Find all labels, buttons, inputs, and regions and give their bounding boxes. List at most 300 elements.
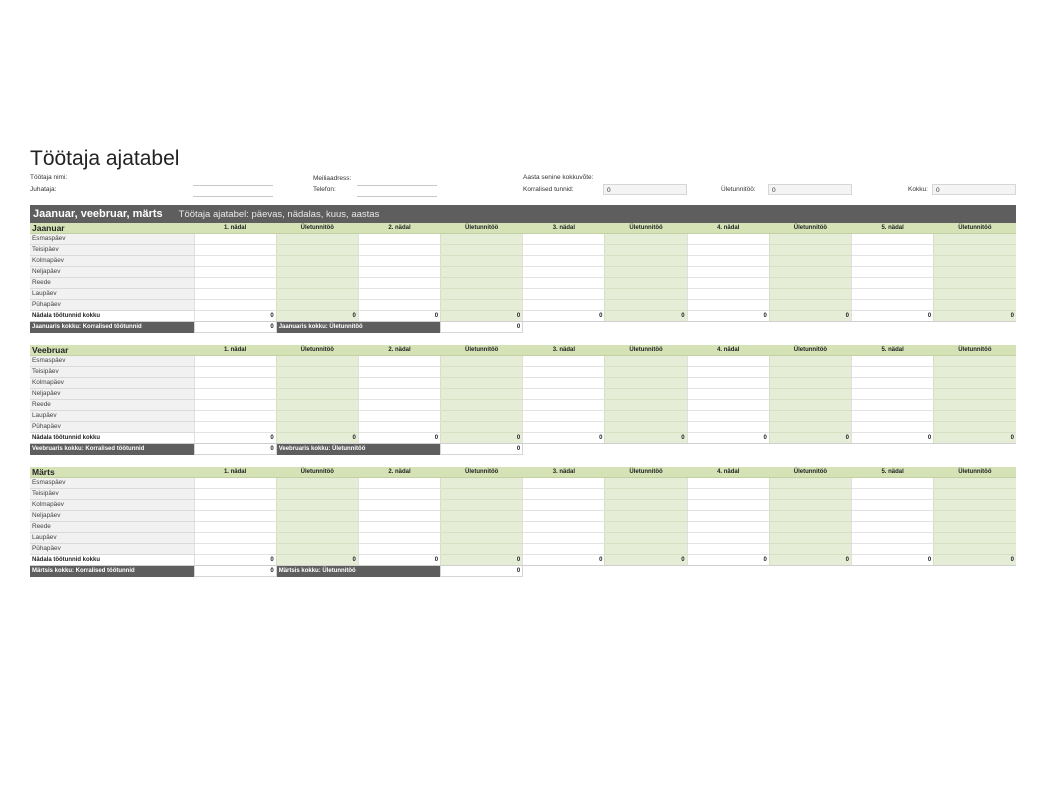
hours-cell[interactable] (194, 511, 276, 522)
overtime-hours-cell[interactable] (605, 478, 687, 489)
hours-cell[interactable] (358, 422, 440, 433)
weekly-total-row (30, 311, 1016, 322)
day-row (30, 267, 1016, 278)
hours-cell[interactable] (358, 278, 440, 289)
hours-cell[interactable] (687, 278, 769, 289)
hours-cell[interactable] (358, 500, 440, 511)
overtime-hours-cell[interactable] (276, 356, 358, 367)
overtime-hours-cell[interactable] (769, 267, 851, 278)
overtime-hours-cell[interactable] (276, 367, 358, 378)
hours-cell[interactable] (194, 478, 276, 489)
overtime-hours-cell[interactable] (276, 411, 358, 422)
overtime-column-header: Ületunnitöö (441, 467, 523, 478)
weekly-total-value: 0 (934, 311, 1016, 322)
overtime-hours-cell[interactable] (605, 245, 687, 256)
weekly-total-value: 0 (523, 433, 605, 444)
hours-cell[interactable] (194, 245, 276, 256)
hours-cell[interactable] (358, 533, 440, 544)
overtime-hours-cell[interactable] (934, 422, 1016, 433)
overtime-hours-cell[interactable] (934, 289, 1016, 300)
phone-label: Telefon: (313, 186, 336, 193)
hours-cell[interactable] (687, 389, 769, 400)
overtime-hours-cell[interactable] (605, 533, 687, 544)
week-column-header: 1. nädal (194, 467, 276, 478)
empty-cell (852, 566, 934, 577)
hours-cell[interactable] (687, 500, 769, 511)
hours-cell[interactable] (358, 245, 440, 256)
overtime-hours-cell[interactable] (934, 544, 1016, 555)
empty-cell (605, 444, 687, 455)
hours-cell[interactable] (358, 511, 440, 522)
overtime-hours-cell[interactable] (441, 544, 523, 555)
hours-cell[interactable] (194, 533, 276, 544)
overtime-hours-cell[interactable] (605, 356, 687, 367)
overtime-hours-cell[interactable] (441, 522, 523, 533)
empty-cell (934, 444, 1016, 455)
hours-cell[interactable] (523, 533, 605, 544)
hours-cell[interactable] (194, 267, 276, 278)
hours-cell[interactable] (358, 544, 440, 555)
hours-cell[interactable] (358, 378, 440, 389)
hours-cell[interactable] (194, 378, 276, 389)
month-header-row (30, 223, 1016, 234)
hours-cell[interactable] (358, 267, 440, 278)
overtime-hours-cell[interactable] (441, 378, 523, 389)
hours-cell[interactable] (852, 500, 934, 511)
overtime-hours-cell[interactable] (441, 478, 523, 489)
hours-cell[interactable] (523, 411, 605, 422)
overtime-hours-cell[interactable] (769, 278, 851, 289)
overtime-hours-cell[interactable] (605, 422, 687, 433)
overtime-hours-cell[interactable] (276, 522, 358, 533)
overtime-hours-cell[interactable] (605, 267, 687, 278)
overtime-hours-cell[interactable] (441, 489, 523, 500)
hours-cell[interactable] (194, 300, 276, 311)
overtime-hours-cell[interactable] (934, 267, 1016, 278)
hours-cell[interactable] (852, 411, 934, 422)
day-row (30, 378, 1016, 389)
overtime-hours-cell[interactable] (934, 256, 1016, 267)
hours-cell[interactable] (687, 400, 769, 411)
overtime-hours-cell[interactable] (276, 378, 358, 389)
overtime-hours-cell[interactable] (441, 367, 523, 378)
overtime-hours-cell[interactable] (276, 478, 358, 489)
hours-cell[interactable] (194, 500, 276, 511)
overtime-hours-cell[interactable] (605, 511, 687, 522)
day-label: Reede (30, 400, 194, 411)
hours-cell[interactable] (523, 367, 605, 378)
hours-cell[interactable] (358, 389, 440, 400)
hours-cell[interactable] (194, 289, 276, 300)
hours-cell[interactable] (687, 256, 769, 267)
overtime-hours-cell[interactable] (276, 267, 358, 278)
overtime-hours-cell[interactable] (276, 422, 358, 433)
hours-cell[interactable] (687, 411, 769, 422)
week-column-header: 3. nädal (523, 223, 605, 234)
overtime-column-header: Ületunnitöö (769, 345, 851, 356)
month-table (30, 467, 1016, 577)
overtime-hours-cell[interactable] (769, 300, 851, 311)
day-label: Teisipäev (30, 489, 194, 500)
overtime-hours-cell[interactable] (605, 378, 687, 389)
overtime-column-header: Ületunnitöö (276, 467, 358, 478)
hours-cell[interactable] (852, 367, 934, 378)
overtime-hours-cell[interactable] (276, 300, 358, 311)
hours-cell[interactable] (852, 522, 934, 533)
overtime-hours-cell[interactable] (276, 389, 358, 400)
week-column-header: 2. nädal (358, 223, 440, 234)
hours-cell[interactable] (194, 489, 276, 500)
overtime-hours-cell[interactable] (934, 378, 1016, 389)
overtime-hours-cell[interactable] (605, 500, 687, 511)
hours-cell[interactable] (358, 234, 440, 245)
hours-cell[interactable] (523, 256, 605, 267)
month-name: Jaanuar (30, 223, 194, 234)
month-summary-row (30, 566, 1016, 577)
overtime-hours-cell[interactable] (441, 267, 523, 278)
week-column-header: 5. nädal (852, 467, 934, 478)
day-row (30, 533, 1016, 544)
empty-cell (852, 322, 934, 333)
hours-cell[interactable] (852, 356, 934, 367)
manager-field[interactable] (193, 186, 273, 197)
hours-cell[interactable] (194, 544, 276, 555)
day-label: Teisipäev (30, 367, 194, 378)
hours-cell[interactable] (687, 300, 769, 311)
overtime-hours-cell[interactable] (605, 522, 687, 533)
hours-cell[interactable] (194, 234, 276, 245)
overtime-hours-cell[interactable] (769, 389, 851, 400)
overtime-hours-cell[interactable] (441, 256, 523, 267)
overtime-hours-cell[interactable] (441, 511, 523, 522)
month-gap (30, 333, 1016, 345)
weekly-total-value: 0 (358, 433, 440, 444)
hours-cell[interactable] (523, 378, 605, 389)
hours-cell[interactable] (358, 522, 440, 533)
hours-cell[interactable] (852, 278, 934, 289)
hours-cell[interactable] (523, 500, 605, 511)
overtime-hours-cell[interactable] (276, 234, 358, 245)
overtime-hours-cell[interactable] (769, 511, 851, 522)
overtime-hours-cell[interactable] (934, 511, 1016, 522)
hours-cell[interactable] (358, 356, 440, 367)
overtime-hours-cell[interactable] (769, 356, 851, 367)
overtime-hours-cell[interactable] (441, 422, 523, 433)
empty-cell (934, 322, 1016, 333)
overtime-hours-cell[interactable] (605, 300, 687, 311)
hours-cell[interactable] (358, 478, 440, 489)
overtime-hours-cell[interactable] (441, 400, 523, 411)
overtime-hours-cell[interactable] (934, 489, 1016, 500)
overtime-hours-cell[interactable] (934, 400, 1016, 411)
hours-cell[interactable] (523, 245, 605, 256)
hours-cell[interactable] (523, 356, 605, 367)
overtime-hours-cell[interactable] (934, 356, 1016, 367)
hours-cell[interactable] (852, 511, 934, 522)
email-field[interactable] (357, 175, 437, 186)
month-summary-row (30, 322, 1016, 333)
overtime-hours-cell[interactable] (441, 500, 523, 511)
hours-cell[interactable] (687, 234, 769, 245)
hours-cell[interactable] (852, 489, 934, 500)
overtime-hours-cell[interactable] (605, 400, 687, 411)
hours-cell[interactable] (523, 489, 605, 500)
banner-subtitle: Töötaja ajatabel: päevas, nädalas, kuus, aastas (178, 208, 380, 220)
hours-cell[interactable] (852, 544, 934, 555)
hours-cell[interactable] (194, 400, 276, 411)
hours-cell[interactable] (194, 278, 276, 289)
week-column-header: 2. nädal (358, 467, 440, 478)
timesheet-page (30, 147, 1016, 577)
overtime-value: 0 (768, 184, 852, 195)
overtime-hours-cell[interactable] (769, 378, 851, 389)
overtime-hours-cell[interactable] (605, 389, 687, 400)
hours-cell[interactable] (852, 289, 934, 300)
hours-cell[interactable] (852, 300, 934, 311)
empty-cell (769, 322, 851, 333)
overtime-hours-cell[interactable] (934, 533, 1016, 544)
overtime-hours-cell[interactable] (276, 278, 358, 289)
overtime-column-header: Ületunnitöö (441, 223, 523, 234)
overtime-hours-cell[interactable] (934, 300, 1016, 311)
weekly-total-value: 0 (852, 311, 934, 322)
hours-cell[interactable] (852, 245, 934, 256)
hours-cell[interactable] (523, 400, 605, 411)
overtime-hours-cell[interactable] (605, 234, 687, 245)
weekly-total-label: Nädala töötunnid kokku (30, 555, 194, 566)
weekly-total-value: 0 (523, 555, 605, 566)
overtime-hours-cell[interactable] (769, 522, 851, 533)
overtime-column-header: Ületunnitöö (934, 345, 1016, 356)
hours-cell[interactable] (523, 478, 605, 489)
overtime-hours-cell[interactable] (605, 256, 687, 267)
day-label: Neljapäev (30, 511, 194, 522)
overtime-hours-cell[interactable] (769, 422, 851, 433)
month-regular-total-label: Märtsis kokku: Korralised töötunnid (30, 566, 194, 577)
empty-cell (934, 566, 1016, 577)
overtime-hours-cell[interactable] (769, 411, 851, 422)
weekly-total-value: 0 (441, 433, 523, 444)
hours-cell[interactable] (687, 422, 769, 433)
day-row (30, 278, 1016, 289)
hours-cell[interactable] (523, 278, 605, 289)
month-tables (30, 223, 1016, 577)
email-label: Meiliaadress: (313, 175, 352, 182)
overtime-hours-cell[interactable] (276, 489, 358, 500)
overtime-hours-cell[interactable] (769, 245, 851, 256)
overtime-hours-cell[interactable] (934, 522, 1016, 533)
day-label: Kolmapäev (30, 256, 194, 267)
overtime-hours-cell[interactable] (441, 389, 523, 400)
overtime-hours-cell[interactable] (605, 367, 687, 378)
overtime-hours-cell[interactable] (769, 478, 851, 489)
hours-cell[interactable] (852, 256, 934, 267)
hours-cell[interactable] (687, 544, 769, 555)
overtime-column-header: Ületunnitöö (769, 467, 851, 478)
month-regular-total-label: Jaanuaris kokku: Korralised töötunnid (30, 322, 194, 333)
weekly-total-value: 0 (358, 555, 440, 566)
overtime-hours-cell[interactable] (276, 256, 358, 267)
day-label: Reede (30, 278, 194, 289)
hours-cell[interactable] (687, 289, 769, 300)
hours-cell[interactable] (852, 234, 934, 245)
overtime-hours-cell[interactable] (934, 245, 1016, 256)
overtime-hours-cell[interactable] (605, 278, 687, 289)
day-label: Pühapäev (30, 422, 194, 433)
overtime-hours-cell[interactable] (769, 489, 851, 500)
hours-cell[interactable] (687, 533, 769, 544)
weekly-total-value: 0 (769, 433, 851, 444)
weekly-total-value: 0 (276, 433, 358, 444)
weekly-total-value: 0 (276, 555, 358, 566)
day-label: Esmaspäev (30, 356, 194, 367)
hours-cell[interactable] (523, 522, 605, 533)
hours-cell[interactable] (852, 378, 934, 389)
overtime-hours-cell[interactable] (769, 533, 851, 544)
hours-cell[interactable] (852, 533, 934, 544)
overtime-hours-cell[interactable] (441, 245, 523, 256)
overtime-hours-cell[interactable] (769, 256, 851, 267)
hours-cell[interactable] (523, 267, 605, 278)
hours-cell[interactable] (687, 522, 769, 533)
overtime-hours-cell[interactable] (276, 245, 358, 256)
hours-cell[interactable] (358, 400, 440, 411)
total-value: 0 (932, 184, 1016, 195)
empty-cell (605, 322, 687, 333)
overtime-hours-cell[interactable] (934, 478, 1016, 489)
hours-cell[interactable] (523, 234, 605, 245)
overtime-hours-cell[interactable] (605, 411, 687, 422)
hours-cell[interactable] (523, 289, 605, 300)
overtime-hours-cell[interactable] (934, 389, 1016, 400)
overtime-hours-cell[interactable] (441, 411, 523, 422)
hours-cell[interactable] (358, 256, 440, 267)
overtime-hours-cell[interactable] (276, 289, 358, 300)
month-overtime-total-value: 0 (441, 322, 523, 333)
hours-cell[interactable] (523, 389, 605, 400)
hours-cell[interactable] (358, 411, 440, 422)
month-overtime-total-label: Veebruaris kokku: Ületunnitöö (276, 444, 440, 455)
overtime-hours-cell[interactable] (276, 511, 358, 522)
hours-cell[interactable] (194, 389, 276, 400)
overtime-column-header: Ületunnitöö (605, 223, 687, 234)
hours-cell[interactable] (194, 356, 276, 367)
overtime-hours-cell[interactable] (605, 544, 687, 555)
overtime-hours-cell[interactable] (605, 289, 687, 300)
overtime-hours-cell[interactable] (934, 234, 1016, 245)
hours-cell[interactable] (687, 367, 769, 378)
overtime-hours-cell[interactable] (934, 367, 1016, 378)
month-overtime-total-value: 0 (441, 444, 523, 455)
empty-cell (687, 444, 769, 455)
hours-cell[interactable] (687, 489, 769, 500)
employee-name-field[interactable] (193, 175, 273, 186)
overtime-hours-cell[interactable] (276, 533, 358, 544)
week-column-header: 1. nädal (194, 223, 276, 234)
hours-cell[interactable] (687, 511, 769, 522)
weekly-total-row (30, 555, 1016, 566)
hours-cell[interactable] (852, 267, 934, 278)
overtime-hours-cell[interactable] (441, 356, 523, 367)
day-row (30, 400, 1016, 411)
hours-cell[interactable] (523, 300, 605, 311)
day-label: Pühapäev (30, 544, 194, 555)
weekly-total-value: 0 (194, 433, 276, 444)
week-column-header: 4. nädal (687, 223, 769, 234)
hours-cell[interactable] (194, 422, 276, 433)
hours-cell[interactable] (852, 478, 934, 489)
hours-cell[interactable] (523, 422, 605, 433)
month-regular-total-value: 0 (194, 566, 276, 577)
day-row (30, 356, 1016, 367)
overtime-hours-cell[interactable] (441, 234, 523, 245)
hours-cell[interactable] (523, 544, 605, 555)
hours-cell[interactable] (523, 511, 605, 522)
weekly-total-value: 0 (687, 555, 769, 566)
hours-cell[interactable] (852, 422, 934, 433)
overtime-hours-cell[interactable] (769, 234, 851, 245)
phone-field[interactable] (357, 186, 437, 197)
month-gap (30, 455, 1016, 467)
overtime-hours-cell[interactable] (934, 500, 1016, 511)
week-column-header: 5. nädal (852, 345, 934, 356)
overtime-hours-cell[interactable] (934, 278, 1016, 289)
hours-cell[interactable] (687, 245, 769, 256)
overtime-hours-cell[interactable] (276, 500, 358, 511)
overtime-hours-cell[interactable] (934, 411, 1016, 422)
employee-info (30, 174, 1016, 198)
hours-cell[interactable] (194, 522, 276, 533)
weekly-total-value: 0 (769, 555, 851, 566)
overtime-hours-cell[interactable] (441, 289, 523, 300)
hours-cell[interactable] (687, 356, 769, 367)
empty-cell (523, 444, 605, 455)
overtime-hours-cell[interactable] (441, 300, 523, 311)
day-label: Laupäev (30, 289, 194, 300)
weekly-total-value: 0 (194, 311, 276, 322)
empty-cell (769, 566, 851, 577)
hours-cell[interactable] (358, 300, 440, 311)
hours-cell[interactable] (194, 411, 276, 422)
overtime-column-header: Ületunnitöö (605, 467, 687, 478)
overtime-hours-cell[interactable] (605, 489, 687, 500)
day-label: Neljapäev (30, 389, 194, 400)
hours-cell[interactable] (687, 267, 769, 278)
day-row (30, 522, 1016, 533)
hours-cell[interactable] (358, 289, 440, 300)
hours-cell[interactable] (194, 256, 276, 267)
week-column-header: 3. nädal (523, 467, 605, 478)
hours-cell[interactable] (852, 400, 934, 411)
day-label: Laupäev (30, 533, 194, 544)
hours-cell[interactable] (687, 378, 769, 389)
hours-cell[interactable] (852, 389, 934, 400)
hours-cell[interactable] (358, 367, 440, 378)
overtime-hours-cell[interactable] (441, 533, 523, 544)
overtime-hours-cell[interactable] (276, 544, 358, 555)
hours-cell[interactable] (687, 478, 769, 489)
overtime-hours-cell[interactable] (769, 289, 851, 300)
overtime-hours-cell[interactable] (769, 500, 851, 511)
overtime-hours-cell[interactable] (769, 544, 851, 555)
hours-cell[interactable] (194, 367, 276, 378)
hours-cell[interactable] (358, 489, 440, 500)
overtime-hours-cell[interactable] (769, 367, 851, 378)
overtime-hours-cell[interactable] (441, 278, 523, 289)
week-column-header: 1. nädal (194, 345, 276, 356)
overtime-hours-cell[interactable] (769, 400, 851, 411)
overtime-hours-cell[interactable] (276, 400, 358, 411)
